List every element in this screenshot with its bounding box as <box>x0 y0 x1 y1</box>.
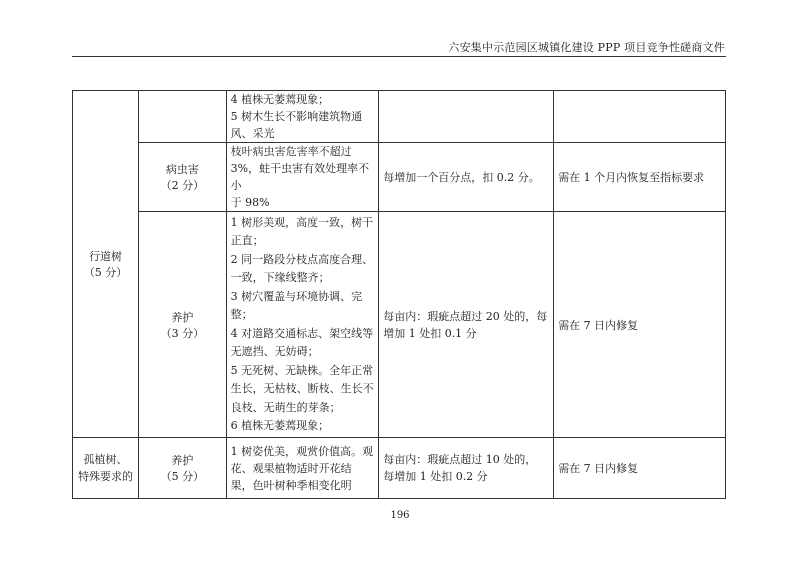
standard-line: 果，色叶树种季相变化明 <box>230 478 352 492</box>
standard-line: 6 植株无萎蔫现象； <box>230 419 330 432</box>
standard-line: 3 树穴覆盖与环境协调、完 <box>230 289 363 303</box>
standard-line: 一致，下缘线整齐； <box>230 271 330 284</box>
remedy-cell-empty <box>554 91 726 143</box>
remedy-cell: 需在 7 日内修复 <box>554 212 726 438</box>
table-row <box>73 438 726 499</box>
standard-line: 正直； <box>230 234 264 247</box>
group-cell-street-trees <box>73 91 139 438</box>
deduction-line: 每亩内：瑕疵点超过 20 处的，每 <box>383 309 548 323</box>
document-header: 六安集中示范园区城镇化建设 PPP 项目竞争性磋商文件 <box>448 41 725 54</box>
item-label: 病虫害 <box>165 163 199 176</box>
standard-line: 整； <box>230 308 253 321</box>
item-cell-pest <box>139 143 226 212</box>
item-cell-solitary <box>139 438 226 499</box>
standard-line: 5 无死树、无缺株。全年正常 <box>230 363 374 377</box>
standard-line: 4 植株无萎蔫现象； <box>230 93 330 106</box>
deduction-cell-empty <box>379 91 554 143</box>
item-points: （5 分） <box>160 470 205 483</box>
table-row <box>73 143 726 212</box>
deduction-cell: 每增加一个百分点，扣 0.2 分。 <box>379 143 554 212</box>
standard-line: 枝叶病虫害危害率不超过 <box>230 145 352 158</box>
deduction-cell <box>379 212 554 438</box>
standard-line: 1 树形美观，高度一致，树干 <box>230 215 374 229</box>
remedy-cell: 需在 1 个月内恢复至指标要求 <box>554 143 726 212</box>
deduction-cell <box>379 438 554 499</box>
standard-cell <box>226 91 379 143</box>
standard-cell <box>226 438 379 499</box>
standard-line: 4 对道路交通标志、架空线等 <box>230 326 374 340</box>
standard-line: 生长，无枯枝、断枝、生长不 <box>230 382 374 395</box>
group-points: （5 分） <box>83 266 128 279</box>
group-cell-solitary <box>73 438 139 499</box>
deduction-line: 每增加 1 处扣 0.2 分 <box>383 470 488 483</box>
item-points: （2 分） <box>160 179 205 192</box>
deduction-line: 每亩内：瑕疵点超过 10 处的， <box>383 453 537 466</box>
remedy-cell: 需在 7 日内修复 <box>554 438 726 499</box>
group-label-line: 特殊要求的 <box>78 470 134 483</box>
item-label: 养护 <box>171 454 194 467</box>
standard-line: 无遮挡、无妨碍； <box>230 345 319 358</box>
group-label: 行道树 <box>89 250 123 263</box>
standard-line: 2 同一路段分枝点高度合理、 <box>230 252 374 266</box>
header-rule <box>72 56 726 57</box>
standard-cell <box>226 212 379 438</box>
standard-line: 于 98% <box>230 196 270 209</box>
standard-line: 良枝、无萌生的芽条； <box>230 400 341 414</box>
page-number: 196 <box>390 510 410 521</box>
table-row <box>73 212 726 438</box>
item-cell-maintenance <box>139 212 226 438</box>
standard-line: 风、采光 <box>230 127 275 140</box>
standard-cell <box>226 143 379 212</box>
deduction-line: 增加 1 处扣 0.1 分 <box>383 326 477 340</box>
item-points: （3 分） <box>160 326 205 340</box>
item-cell-empty <box>139 91 226 143</box>
standard-line: 1 树姿优美，观赏价值高。观 <box>230 444 374 458</box>
standard-line: 5 树木生长不影响建筑物通 <box>230 110 363 123</box>
table-row <box>73 91 726 143</box>
evaluation-table <box>72 90 726 499</box>
group-label-line: 孤植树、 <box>83 453 128 466</box>
standard-line: 3%，蛀干虫害有效处理率不小 <box>230 162 370 192</box>
item-label: 养护 <box>171 310 194 324</box>
standard-line: 花、观果植物适时开花结 <box>230 461 352 475</box>
